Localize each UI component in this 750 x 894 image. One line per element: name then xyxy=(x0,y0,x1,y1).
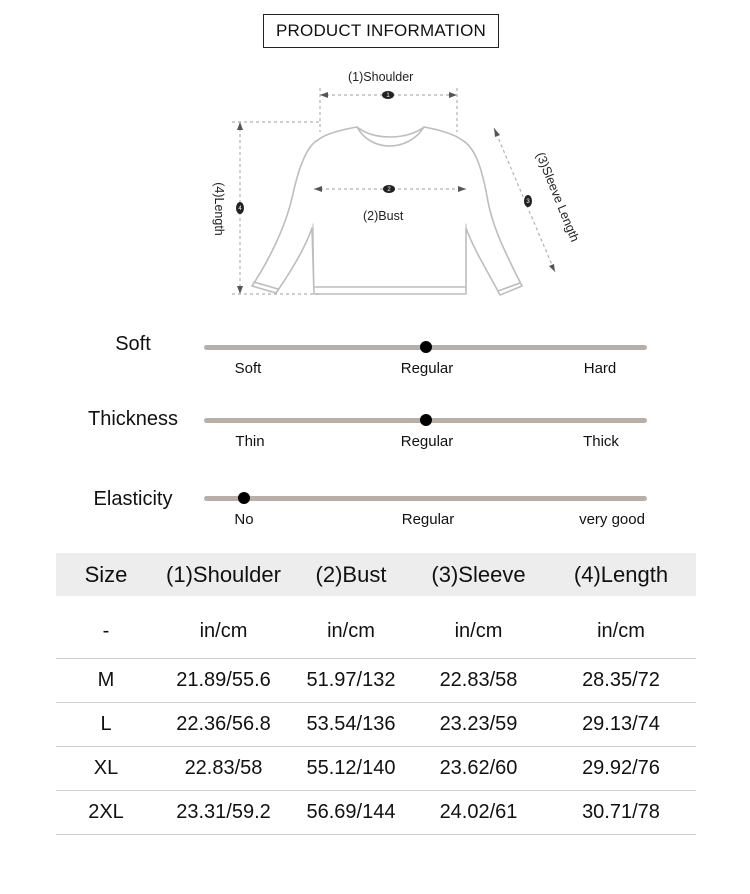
scale-label-mid: Regular xyxy=(400,433,454,450)
scale-label-low: Thin xyxy=(235,433,265,450)
attribute-name: Soft xyxy=(115,333,151,355)
svg-text:4: 4 xyxy=(238,206,242,212)
table-cell: in/cm xyxy=(411,596,546,659)
elasticity-scale xyxy=(0,481,750,541)
table-cell: 2XL xyxy=(56,791,156,835)
table-cell: 55.12/140 xyxy=(291,747,411,791)
table-cell: 22.83/58 xyxy=(411,659,546,703)
scale-indicator xyxy=(420,414,432,426)
table-cell: 22.83/58 xyxy=(156,747,291,791)
table-cell: 24.02/61 xyxy=(411,791,546,835)
scale-indicator xyxy=(238,492,250,504)
length-label: (4)Length xyxy=(211,182,226,236)
column-header-bust: (2)Bust xyxy=(291,553,411,596)
column-header-size: Size xyxy=(56,553,156,596)
column-header-shoulder: (1)Shoulder xyxy=(156,553,291,596)
column-header-sleeve: (3)Sleeve xyxy=(411,553,546,596)
table-cell: 28.35/72 xyxy=(546,659,696,703)
bust-label: (2)Bust xyxy=(363,209,404,223)
sweater-illustration xyxy=(0,0,750,310)
table-cell: M xyxy=(56,659,156,703)
table-cell: in/cm xyxy=(156,596,291,659)
scale-label-mid: Regular xyxy=(401,511,455,528)
table-cell: 30.71/78 xyxy=(546,791,696,835)
table-cell: 23.62/60 xyxy=(411,747,546,791)
size-chart-table xyxy=(56,553,696,835)
table-cell: 29.92/76 xyxy=(546,747,696,791)
table-cell: 23.23/59 xyxy=(411,703,546,747)
scale-label-mid: Regular xyxy=(400,360,454,377)
scale-track xyxy=(204,496,647,501)
svg-text:3: 3 xyxy=(526,199,530,205)
table-row xyxy=(56,791,696,835)
scale-label-high: Thick xyxy=(583,433,619,450)
table-row xyxy=(56,659,696,703)
attribute-name: Thickness xyxy=(87,408,179,430)
table-cell: XL xyxy=(56,747,156,791)
table-cell: 29.13/74 xyxy=(546,703,696,747)
table-cell: 51.97/132 xyxy=(291,659,411,703)
soft-scale xyxy=(0,330,750,390)
svg-text:1: 1 xyxy=(386,93,390,99)
scale-label-low: No xyxy=(234,511,254,528)
table-cell: 21.89/55.6 xyxy=(156,659,291,703)
shoulder-label: (1)Shoulder xyxy=(348,70,414,84)
table-cell: L xyxy=(56,703,156,747)
table-cell: 53.54/136 xyxy=(291,703,411,747)
table-cell: 22.36/56.8 xyxy=(156,703,291,747)
sleeve-length-label: (3)Sleeve Length xyxy=(533,150,582,244)
attribute-name: Elasticity xyxy=(93,488,173,510)
units-row xyxy=(56,596,696,659)
scale-label-low: Soft xyxy=(234,360,262,377)
product-information-title: PRODUCT INFORMATION xyxy=(263,14,499,48)
scale-indicator xyxy=(420,341,432,353)
garment-diagram xyxy=(0,0,750,310)
table-row xyxy=(56,747,696,791)
table-header-row xyxy=(56,553,696,596)
table-cell: 23.31/59.2 xyxy=(156,791,291,835)
table-cell: in/cm xyxy=(291,596,411,659)
table-cell: in/cm xyxy=(546,596,696,659)
thickness-scale xyxy=(0,403,750,463)
column-header-length: (4)Length xyxy=(546,553,696,596)
table-cell: - xyxy=(56,596,156,659)
table-row xyxy=(56,703,696,747)
svg-text:2: 2 xyxy=(387,187,391,193)
scale-label-high: Hard xyxy=(583,360,617,377)
table-cell: 56.69/144 xyxy=(291,791,411,835)
scale-label-high: very good xyxy=(579,511,645,528)
